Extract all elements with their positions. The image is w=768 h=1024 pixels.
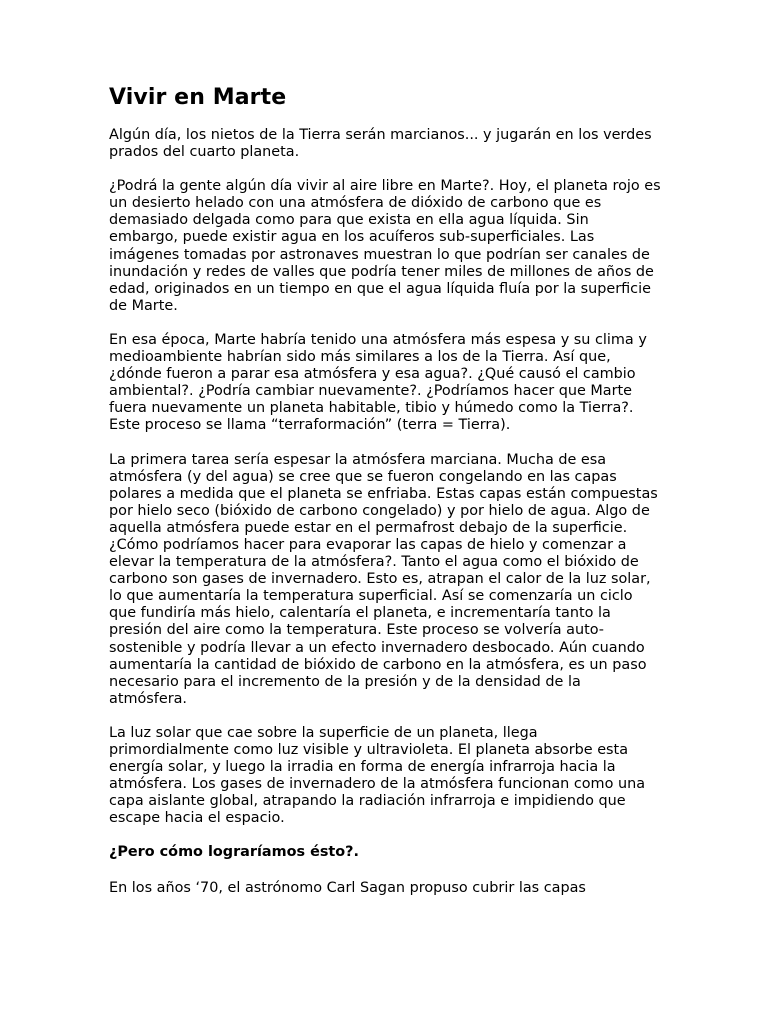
paragraph-sagan: En los años ‘70, el astrónomo Carl Sagan propuso cubrir las capas [109,879,586,896]
paragraph-water: ¿Podrá la gente algún día vivir al aire libre en Marte?. Hoy, el planeta rojo es un desierto helado con una atmósfera de dióxido de carbono que es demasiado delgada como para que exista en ella agua líquida. Sin embargo, puede existir agua en los acuíferos sub-superficiales. Las imágenes tomadas por astronaves muestran lo que podrían ser canales de inundación y redes de valles que podría tener miles de millones de años de edad, originados en un tiempo en que el agua líquida fluía por la superficie de Marte. [109,178,661,314]
paragraph-intro: Algún día, los nietos de la Tierra serán marcianos... y jugarán en los verdes prados del cuarto planeta. [109,127,652,161]
document-title: Vivir en Marte [109,85,287,110]
paragraph-atmosphere: La primera tarea sería espesar la atmósfera marciana. Mucha de esa atmósfera (y del agua) se cree que se fueron congelando en las capas polares a medida que el planeta se enfriaba. Estas capas están compuestas por hielo seco (bióxido de carbono congelado) y por hielo de agua. Algo de aquella atmósfera puede estar en el permafrost debajo de la superficie. ¿Cómo podríamos hacer para evaporar las capas de hielo y comenzar a elevar la temperatura de la atmósfera?. Tanto el agua como el bióxido de carbono son gases de invernadero. Esto es, atrapan el calor de la luz solar, lo que aumentaría la temperatura superficial. Así se comenzaría un ciclo que fundiría más hielo, calentaría el planeta, e incrementaría tanto la presión del aire como la temperatura. Este proceso se volvería auto-sostenible y podría llevar a un efecto invernadero desbocado. Aún cuando aumentaría la cantidad de bióxido de carbono en la atmósfera, es un paso necesario para el incremento de la presión y de la densidad de la atmósfera. [109,451,658,707]
paragraph-terraforming: En esa época, Marte habría tenido una atmósfera más espesa y su clima y medioambiente habrían sido más similares a los de la Tierra. Así que, ¿dónde fueron a parar esa atmósfera y esa agua?. ¿Qué causó el cambio ambiental?. ¿Podría cambiar nuevamente?. ¿Podríamos hacer que Marte fuera nuevamente un planeta habitable, tibio y húmedo como la Tierra?. Este proceso se llama “terraformación” (terra = Tierra). [109,331,647,434]
subheading: ¿Pero cómo lograríamos ésto?. [109,844,359,861]
paragraph-greenhouse: La luz solar que cae sobre la superficie de un planeta, llega primordialmente como luz visible y ultravioleta. El planeta absorbe esta energía solar, y luego la irradia en forma de energía infrarroja hacia la atmósfera. Los gases de invernadero de la atmósfera funcionan como una capa aislante global, atrapando la radiación infrarroja e impidiendo que escape hacia el espacio. [109,724,646,827]
document-page [109,84,661,914]
